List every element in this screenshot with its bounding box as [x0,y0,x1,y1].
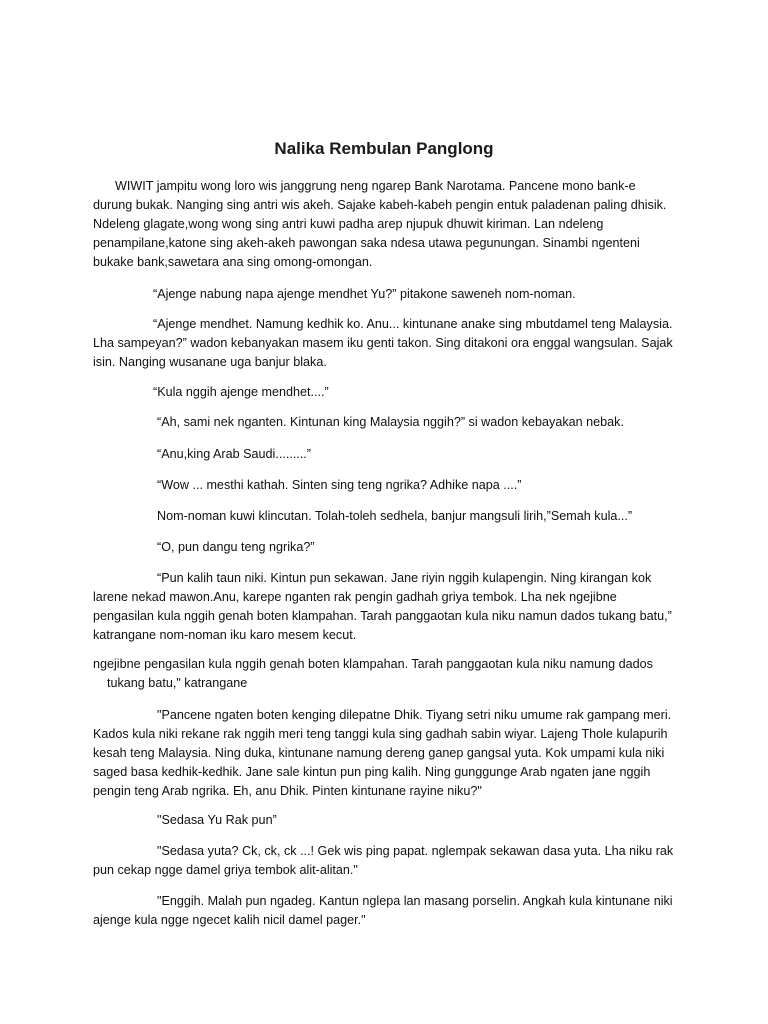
paragraph-12: "Pancene ngaten boten kenging dilepatne Dhik. Tiyang setri niku umume rak gampang meri. Kados kula niki rekane rak nggih meri teng tanggi kula sing gadhah sabin wiyar. Lajeng Thole kulapurih kesah teng Malaysia. Ning duka, kintunane namung dereng ganep gangsal yuta. Kok umpami kula niki saged basa kedhik-kedhik. Jane sale kintun pun ping kalih. Ning gunggunge Arab ngaten jane nggih pengin teng Arab ngrika. Eh, anu Dhik. Pinten kintunane rayine niku?" [93,708,672,798]
paragraph-1: WIWIT jampitu wong loro wis janggrung neng ngarep Bank Narotama. Pancene mono bank-e durung bukak. Nanging sing antri wis akeh. Sajake kabeh-kabeh pengin entuk paladenan paling dhisik. Ndeleng glagate,wong wong sing antri kuwi padha arep njupuk dhuwit kiriman. Lan ndeleng penampilane,katone sing akeh-akeh pawongan saka ndesa utawa pegunungan. Sinambi ngenteni bukake bank,sawetara ana sing omong-omongan. [93,179,667,269]
paragraph-14: "Sedasa yuta? Ck, ck, ck ...! Gek wis ping papat. nglempak sekawan dasa yuta. Lha niku rak pun cekap ngge damel griya tembok alit-alitan." [93,844,674,877]
paragraph-4: “Kula nggih ajenge mendhet....” [153,385,329,399]
paragraph-2: “Ajenge nabung napa ajenge mendhet Yu?” pitakone saweneh nom-noman. [153,287,576,301]
document-title: Nalika Rembulan Panglong [274,139,494,158]
paragraph-6: “Anu,king Arab Saudi.........” [157,447,312,461]
paragraph-7: “Wow ... mesthi kathah. Sinten sing teng ngrika? Adhike napa ....” [157,478,522,492]
paragraph-11: ngejibne pengasilan kula nggih genah boten klampahan. Tarah panggaotan kula niku namung dados tukang batu," katrangane [93,657,653,690]
paragraph-10: “Pun kalih taun niki. Kintun pun sekawan. Jane riyin nggih kulapengin. Ning kirangan kok larene nekad mawon.Anu, karepe nganten rak pengin gadhah griya tembok. Lha nek ngejibne pengasilan kula nggih genah boten klampahan. Tarah panggaotan kula niku namun dados tukang batu,” katrangane nom-noman iku karo mesem kecut. [93,571,672,642]
paragraph-13: "Sedasa Yu Rak pun” [157,813,277,827]
paragraph-8: Nom-noman kuwi klincutan. Tolah-toleh sedhela, banjur mangsuli lirih,”Semah kula...” [157,509,633,523]
paragraph-3: “Ajenge mendhet. Namung kedhik ko. Anu... kintunane anake sing mbutdamel teng Malaysia. Lha sampeyan?” wadon kebanyakan masem iku genti takon. Sing ditakoni ora enggal wangsulan. Sajak isin. Nanging wusanane uga banjur blaka. [93,317,673,369]
paragraph-5: “Ah, sami nek nganten. Kintunan king Malaysia nggih?” si wadon kebayakan nebak. [157,415,624,429]
paragraph-9: “O, pun dangu teng ngrika?” [157,540,315,554]
paragraph-15: "Enggih. Malah pun ngadeg. Kantun nglepa lan masang porselin. Angkah kula kintunane niki ajenge kula ngge ngecet kalih nicil damel pager." [93,894,673,927]
